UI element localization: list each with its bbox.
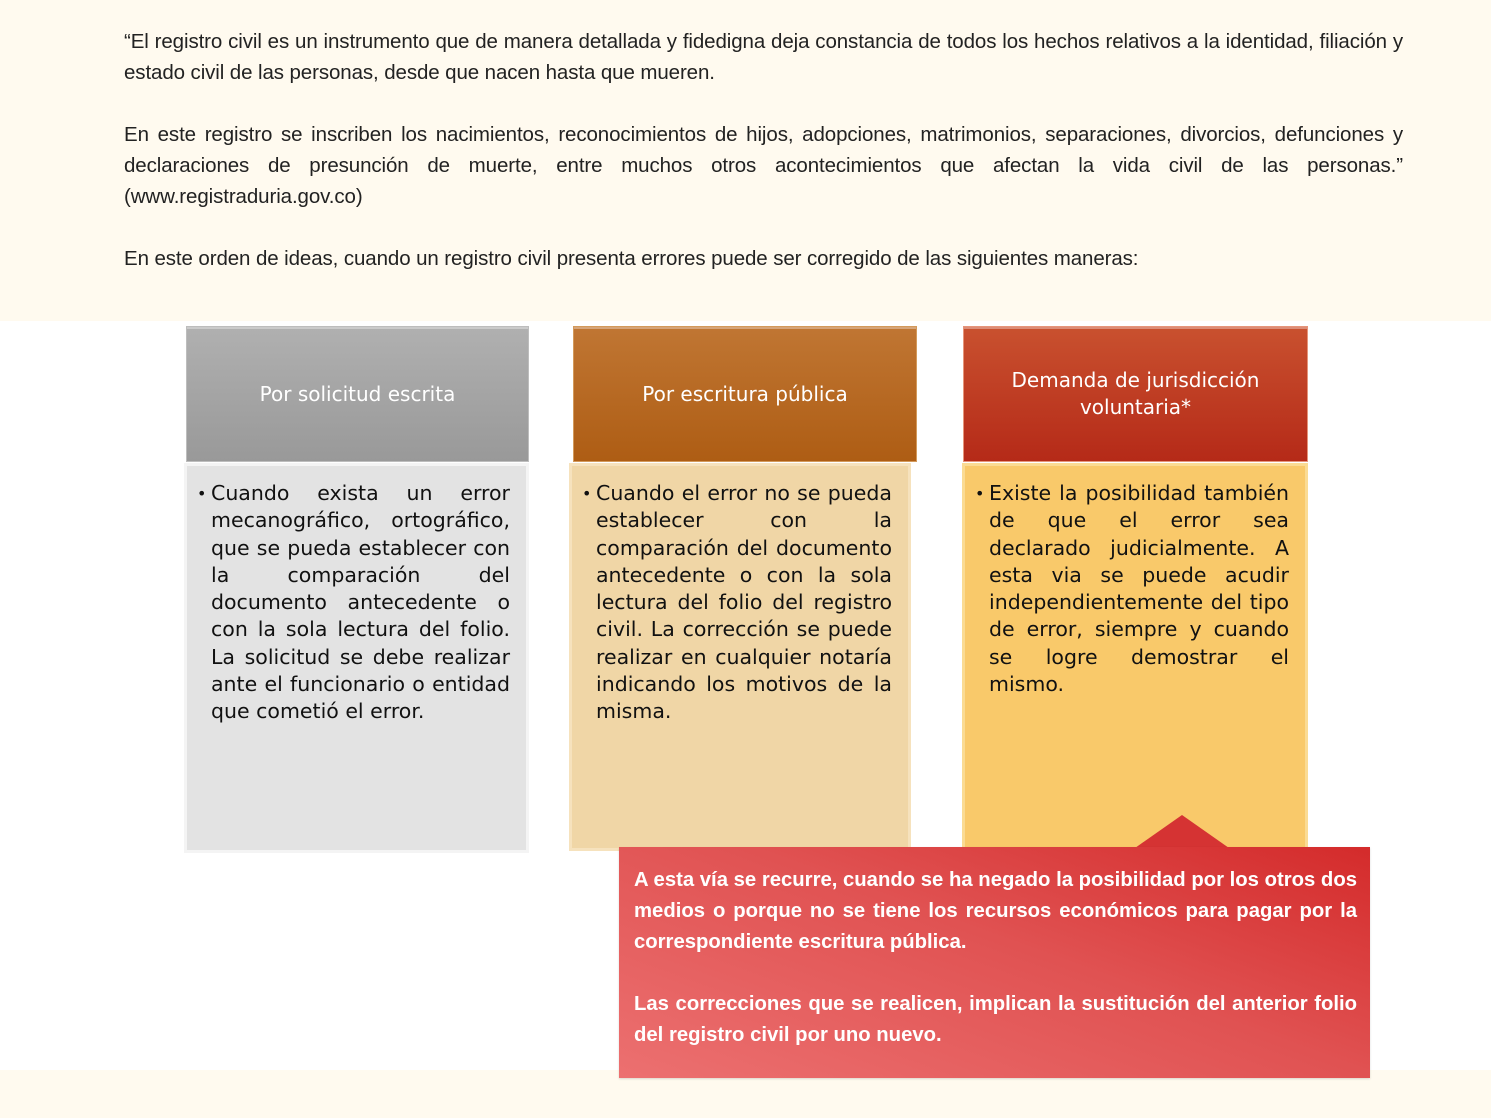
list-item <box>197 480 510 726</box>
bullet-icon: • <box>975 484 985 503</box>
card-header-solicitud-escrita <box>186 326 529 462</box>
intro-paragraph-inscriptions: En este registro se inscriben los nacimientos, reconocimientos de hijos, adopciones, matrimonios, separaciones, divorcios, defunciones y declaraciones de presunción de muerte, entre muchos otros acontecimientos que afectan la vida civil de las personas.” (www.registraduria.gov.co) <box>124 123 1403 208</box>
card-header-escritura-publica <box>573 326 917 462</box>
card-header-jurisdiccion-voluntaria <box>963 326 1308 462</box>
card-body-jurisdiccion-voluntaria <box>962 463 1308 851</box>
intro-paragraph-lead-in: En este orden de ideas, cuando un registro civil presenta errores puede ser corregido de las siguientes maneras: <box>124 247 1139 270</box>
callout-note <box>619 847 1370 1078</box>
card-title: Por escritura pública <box>642 381 848 406</box>
card-title: Demanda de jurisdicción voluntaria* <box>1011 368 1260 419</box>
card-title: Por solicitud escrita <box>259 381 456 406</box>
list-item <box>975 480 1289 698</box>
intro-paragraph-definition: “El registro civil es un instrumento que de manera detallada y fidedigna deja constancia de todos los hechos relativos a la identidad, filiación y estado civil de las personas, desde que nacen hasta que mueren. <box>124 30 1403 84</box>
card-body-escritura-publica <box>569 463 911 851</box>
bullet-icon: • <box>197 484 207 503</box>
card-description: Existe la posibilidad también de que el error sea declarado judicialmente. A esta via se puede acudir independientemente del tipo de error, siempre y cuando se logre demostrar el mismo. <box>989 481 1289 697</box>
card-description: Cuando el error no se pueda establecer con la comparación del documento antecedente o con la sola lectura del folio del registro civil. La corrección se puede realizar en cualquier notaría indicando los motivos de la misma. <box>596 481 892 724</box>
callout-pointer-icon <box>1135 815 1229 848</box>
list-item <box>582 480 892 726</box>
bullet-icon: • <box>582 484 592 503</box>
callout-paragraph-effect: Las correcciones que se realicen, implican la sustitución del anterior folio del registro civil por uno nuevo. <box>634 993 1357 1046</box>
callout-paragraph-when: A esta vía se recurre, cuando se ha negado la posibilidad por los otros dos medios o porque no se tiene los recursos económicos para pagar por la correspondiente escritura pública. <box>634 869 1357 953</box>
intro-text <box>124 26 1403 274</box>
card-body-solicitud-escrita <box>184 463 529 853</box>
card-description: Cuando exista un error mecanográfico, ortográfico, que se pueda establecer con la comparación del documento antecedente o con la sola lectura del folio. La solicitud se debe realizar ante el funcionario o entidad que cometió el error. <box>211 481 510 724</box>
